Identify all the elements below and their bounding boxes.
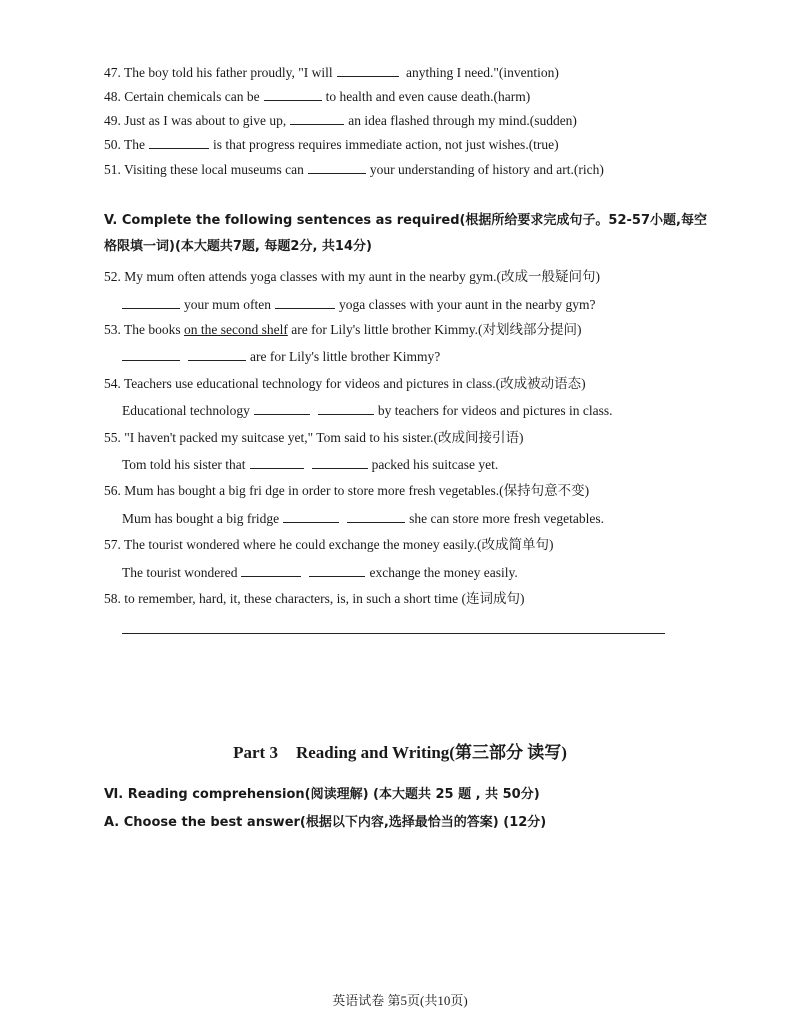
answer-blank[interactable] [188, 348, 246, 361]
answer-blank[interactable] [309, 564, 365, 577]
question-55: 55. "I haven't packed my suitcase yet," Tom said to his sister.(改成间接引语) [104, 430, 524, 445]
question-50: 50. The is that progress requires immediate action, not just wishes.(true) [104, 137, 559, 152]
page-footer: 英语试卷 第5页(共10页) [332, 993, 468, 1008]
answer-blank[interactable] [122, 296, 180, 309]
answer-blank[interactable] [264, 88, 322, 101]
question-53: 53. The books on the second shelf are for Lily's little brother Kimmy.(对划线部分提问) [104, 322, 582, 337]
underlined-phrase: on the second shelf [184, 322, 288, 337]
section-5-heading-cont: 格限填一词)(本大题共7题, 每题2分, 共14分) [104, 239, 372, 254]
question-57: 57. The tourist wondered where he could exchange the money easily.(改成简单句) [104, 537, 554, 552]
answer-54: Educational technology by teachers for videos and pictures in class. [122, 403, 613, 418]
answer-blank[interactable] [318, 402, 374, 415]
answer-blank[interactable] [122, 348, 180, 361]
question-49: 49. Just as I was about to give up, an idea flashed through my mind.(sudden) [104, 113, 577, 128]
answer-52: your mum often yoga classes with your aunt in the nearby gym? [122, 296, 595, 314]
answer-blank[interactable] [241, 564, 301, 577]
question-48: 48. Certain chemicals can be to health and even cause death.(harm) [104, 89, 531, 104]
question-54: 54. Teachers use educational technology for videos and pictures in class.(改成被动语态) [104, 376, 586, 391]
answer-blank[interactable] [283, 510, 339, 523]
answer-line-58[interactable] [122, 633, 665, 634]
question-52: 52. My mum often attends yoga classes with my aunt in the nearby gym.(改成一般疑问句) [104, 269, 601, 284]
section-6-heading: Ⅵ. Reading comprehension(阅读理解) (本大题共 25 题 , 共 50分) [104, 787, 540, 802]
answer-blank[interactable] [290, 112, 344, 125]
section-a-heading: A. Choose the best answer(根据以下内容,选择最恰当的答案) (12分) [104, 815, 547, 830]
answer-blank[interactable] [312, 456, 368, 469]
answer-blank[interactable] [250, 456, 304, 469]
answer-57: The tourist wondered exchange the money easily. [122, 565, 518, 580]
part-3-title: Part 3 Reading and Writing(第三部分 读写) [233, 743, 567, 762]
answer-56: Mum has bought a big fridge she can store more fresh vegetables. [122, 511, 605, 526]
answer-53: are for Lily's little brother Kimmy? [122, 348, 440, 366]
section-5-heading: V. Complete the following sentences as required(根据所给要求完成句子。52-57小题,每空 [104, 213, 707, 228]
answer-55: Tom told his sister that packed his suitcase yet. [122, 457, 499, 472]
answer-blank[interactable] [254, 402, 310, 415]
answer-blank[interactable] [308, 161, 366, 174]
answer-blank[interactable] [337, 64, 399, 77]
answer-blank[interactable] [275, 296, 335, 309]
question-58: 58. to remember, hard, it, these characters, is, in such a short time (连词成句) [104, 591, 525, 606]
question-47: 47. The boy told his father proudly, "I will anything I need."(invention) [104, 65, 559, 80]
question-51: 51. Visiting these local museums can your understanding of history and art.(rich) [104, 162, 604, 177]
answer-blank[interactable] [149, 136, 209, 149]
answer-blank[interactable] [347, 510, 405, 523]
question-56: 56. Mum has bought a big fri dge in order to store more fresh vegetables.(保持句意不变) [104, 483, 590, 498]
